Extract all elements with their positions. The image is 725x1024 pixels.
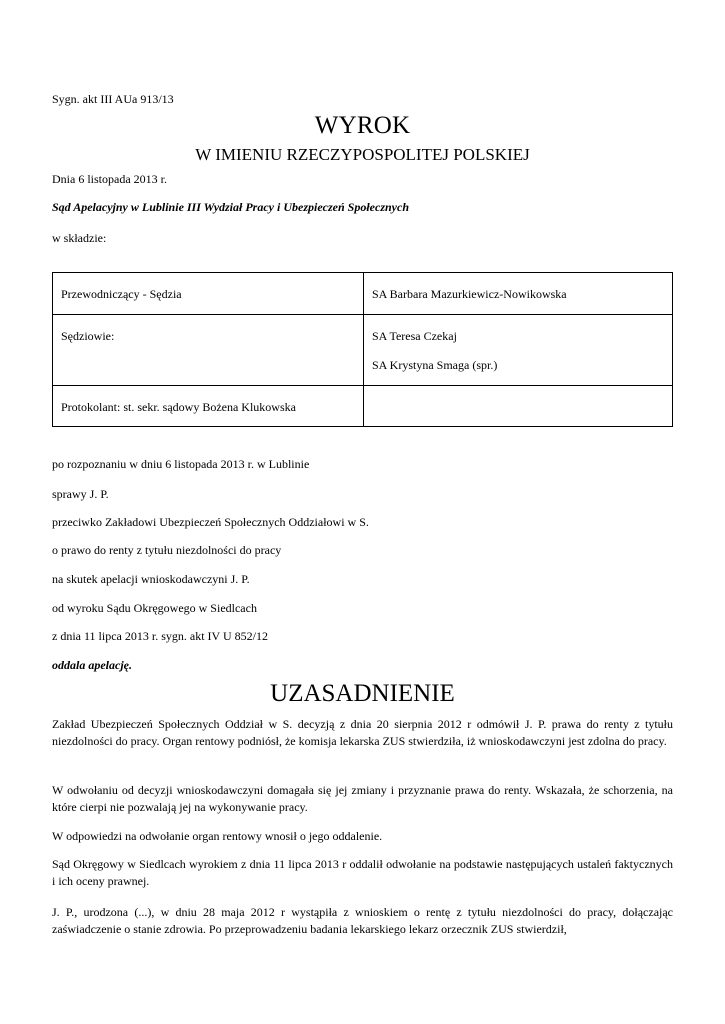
table-cell [53, 273, 364, 315]
justification-paragraph: Sąd Okręgowy w Siedlcach wyrokiem z dnia 11 lipca 2013 r oddalił odwołanie na podstawie następujących ustaleń faktycznych i ich oceny prawnej. [52, 857, 673, 888]
judges-label: Sędziowie: [61, 329, 115, 343]
court-name: Sąd Apelacyjny w Lublinie III Wydział Pracy i Ubezpieczeń Społecznych [52, 200, 409, 214]
ruling-line: przeciwko Zakładowi Ubezpieczeń Społecznych Oddziałowi w S. [52, 515, 369, 529]
ruling-decision: oddala apelację. [52, 658, 132, 672]
clerk-label: Protokolant: st. sekr. sądowy Bożena Klukowska [61, 400, 296, 414]
justification-paragraph: Zakład Ubezpieczeń Społecznych Oddział w S. decyzją z dnia 20 sierpnia 2012 r odmówił J. P. prawa do renty z tytułu niezdolności do pracy. Organ rentowy podniósł, że komisja lekarska ZUS stwierdziła, iż wnioskodawczyni jest zdolna do pracy. [52, 717, 673, 748]
ruling-line: sprawy J. P. [52, 487, 109, 501]
justification-paragraph: J. P., urodzona (...), w dniu 28 maja 2012 r wystąpiła z wnioskiem o rentę z tytułu niezdolności do pracy, dołączając zaświadczenie o stanie zdrowia. Po przeprowadzeniu badania lekarskiego lekarz orzecznik ZUS stwierdził, [52, 905, 673, 936]
table-cell [364, 386, 673, 427]
table-cell [364, 273, 673, 315]
table-cell [364, 315, 673, 386]
judge-name: SA Krystyna Smaga (spr.) [372, 358, 498, 372]
table-cell [53, 315, 364, 386]
case-number: Sygn. akt III AUa 913/13 [52, 92, 174, 106]
table-row [53, 315, 673, 386]
ruling-line: o prawo do renty z tytułu niezdolności do pracy [52, 543, 282, 557]
table-row [53, 273, 673, 315]
document-title: WYROK [314, 112, 411, 139]
chair-label: Przewodniczący - Sędzia [61, 287, 182, 301]
justification-paragraph: W odwołaniu od decyzji wnioskodawczyni domagała się jej zmiany i przyznanie prawa do renty. Wskazała, że schorzenia, na które cierpi nie pozwalają jej na wykonywanie pracy. [52, 783, 673, 814]
ruling-line: po rozpoznaniu w dniu 6 listopada 2013 r. w Lublinie [52, 457, 310, 471]
document-subtitle: W IMIENIU RZECZYPOSPOLITEJ POLSKIEJ [195, 145, 530, 164]
justification-paragraph: W odpowiedzi na odwołanie organ rentowy wnosił o jego oddalenie. [52, 829, 383, 843]
judge-name: SA Teresa Czekaj [372, 329, 457, 343]
clerk-right-cell [372, 386, 664, 400]
ruling-line: z dnia 11 lipca 2013 r. sygn. akt IV U 852/12 [52, 629, 268, 643]
judgment-date: Dnia 6 listopada 2013 r. [52, 172, 167, 186]
ruling-line: na skutek apelacji wnioskodawczyni J. P. [52, 572, 250, 586]
composition-label: w składzie: [52, 231, 107, 245]
table-row [53, 386, 673, 427]
ruling-line: od wyroku Sądu Okręgowego w Siedlcach [52, 601, 257, 615]
justification-title: UZASADNIENIE [270, 680, 455, 707]
table-cell [53, 386, 364, 427]
chair-name: SA Barbara Mazurkiewicz-Nowikowska [372, 287, 567, 301]
judges-panel-table [52, 272, 673, 427]
